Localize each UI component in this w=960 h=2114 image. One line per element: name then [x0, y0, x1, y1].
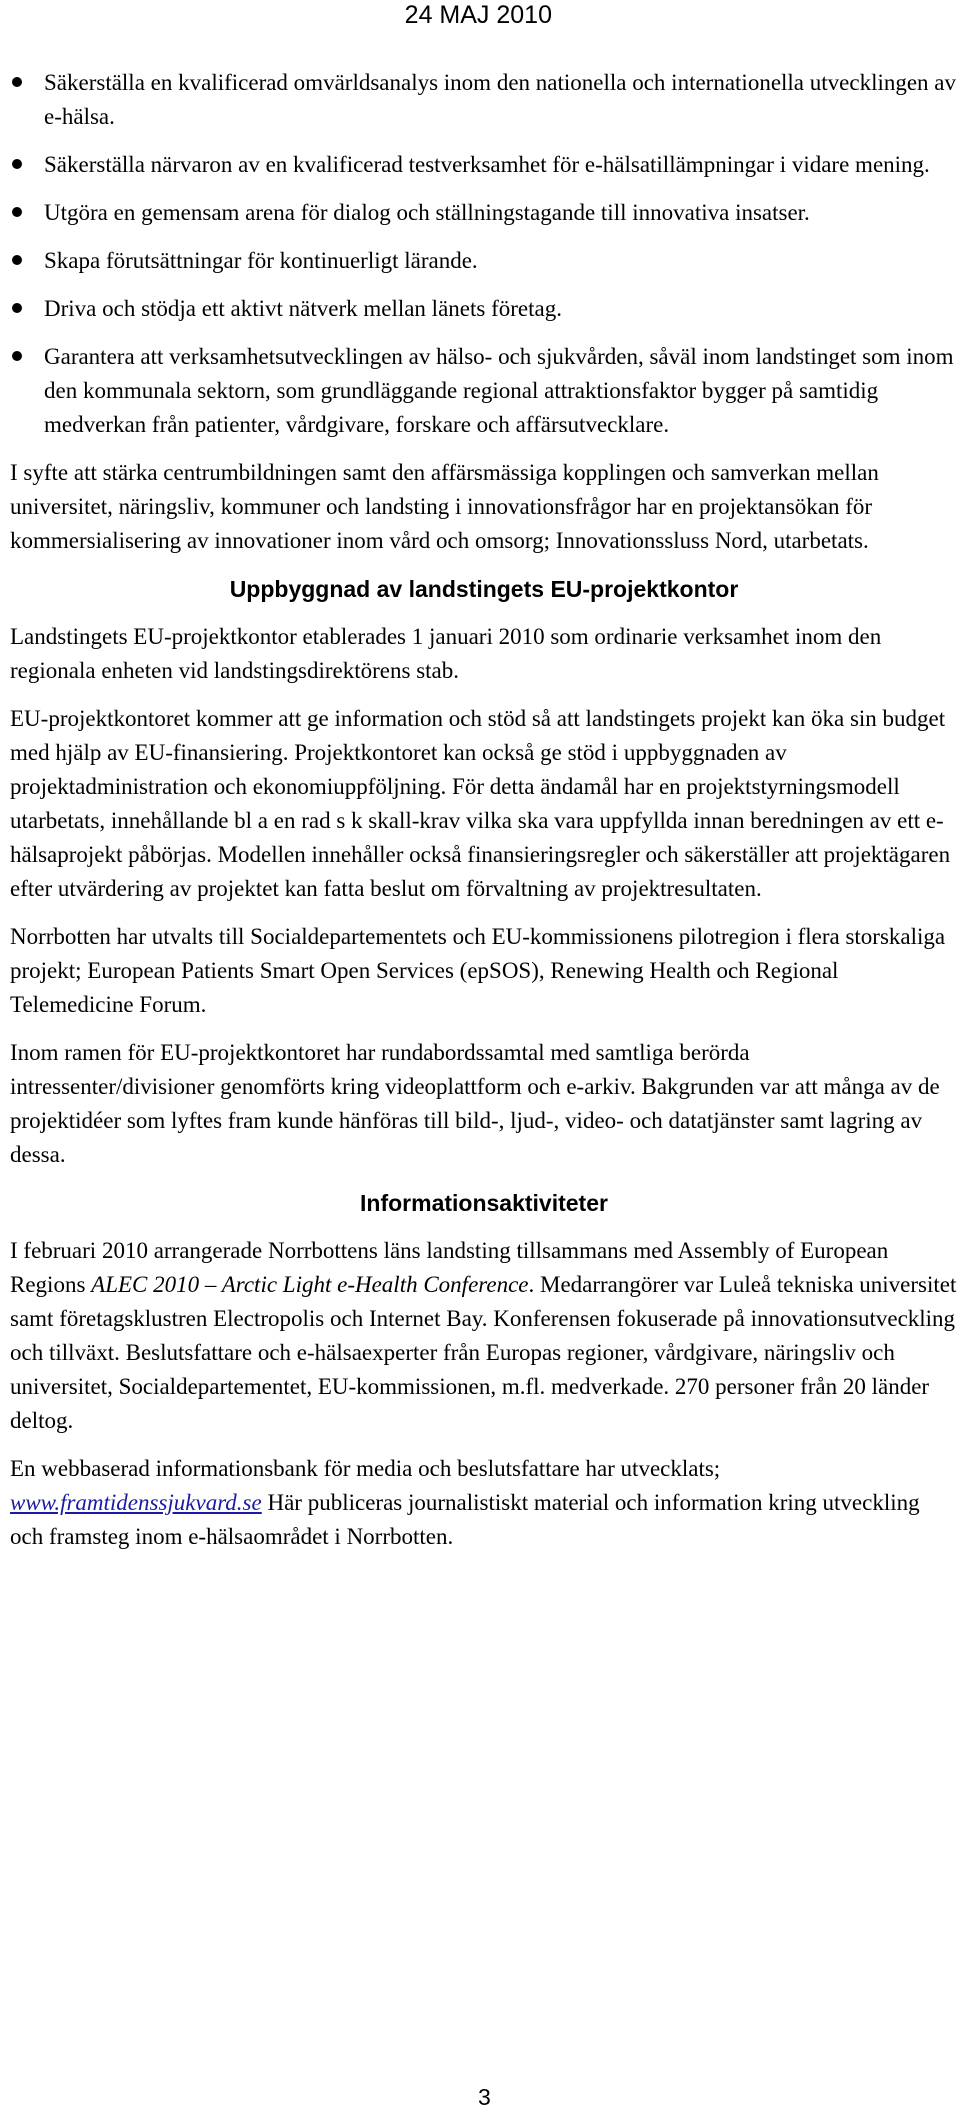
intro-paragraph: I syfte att stärka centrumbildningen samt den affärsmässiga kopplingen och samverkan mellan universitet, näringsliv, kommuner och landsting i innovationsfrågor har en projektansökan för kommersialisering av innovationer inom vård och omsorg; Innovationssluss Nord, utarbetats.: [10, 460, 879, 553]
conference-text-before: I februari 2010 arrangerade Norrbottens läns landsting tillsammans med Assembly of European Regions: [10, 1238, 889, 1297]
paragraph: Landstingets EU-projektkontor etablerades 1 januari 2010 som ordinarie verksamhet inom den regionala enheten vid landstingsdirektörens stab.: [10, 624, 882, 683]
conference-name: ALEC 2010 – Arctic Light e-Health Conference: [91, 1272, 529, 1297]
website-link[interactable]: www.framtidenssjukvard.se: [10, 1490, 262, 1515]
section-heading-information: Informationsaktiviteter: [360, 1190, 608, 1216]
bullet-item: [10, 244, 958, 278]
bullet-text: Skapa förutsättningar för kontinuerligt lärande.: [44, 248, 478, 273]
page-number: 3: [478, 2084, 491, 2110]
bullet-text: Säkerställa närvaron av en kvalificerad testverksamhet för e-hälsatillämpningar i vidare mening.: [44, 152, 930, 177]
bullet-item: [10, 292, 958, 326]
section-heading-eu-office: Uppbyggnad av landstingets EU-projektkontor: [229, 576, 739, 602]
infobank-paragraph: [10, 1452, 958, 1554]
bullet-text: Utgöra en gemensam arena för dialog och ställningstagande till innovativa insatser.: [44, 200, 810, 225]
bullet-item: [10, 196, 958, 230]
page-content: [10, 66, 958, 1568]
bullet-dot-icon: [12, 77, 22, 87]
conference-paragraph: [10, 1234, 958, 1438]
page-header-date: 24 MAJ 2010: [404, 1, 552, 29]
infobank-text-after: Här publiceras journalistiskt material och information kring utveckling och framsteg inom e-hälsaområdet i Norrbotten.: [10, 1490, 920, 1549]
paragraph: Inom ramen för EU-projektkontoret har rundabordssamtal med samtliga berörda intressenter/divisioner genomförts kring videoplattform och e-arkiv. Bakgrunden var att många av de projektidéer som lyftes fram kunde hänföras till bild-, ljud-, video- och datatjänster samt lagring av dessa.: [10, 1040, 940, 1167]
bullet-item: [10, 340, 958, 442]
bullet-dot-icon: [12, 351, 22, 361]
bullet-dot-icon: [12, 303, 22, 313]
bullet-text: Driva och stödja ett aktivt nätverk mellan länets företag.: [44, 296, 562, 321]
bullet-dot-icon: [12, 207, 22, 217]
bullet-text: Säkerställa en kvalificerad omvärldsanalys inom den nationella och internationella utvecklingen av e-hälsa.: [44, 70, 957, 129]
paragraph: Norrbotten har utvalts till Socialdepartementets och EU-kommissionens pilotregion i flera storskaliga projekt; European Patients Smart Open Services (epSOS), Renewing Health och Regional Telemedicine Forum.: [10, 924, 946, 1017]
bullet-item: [10, 66, 958, 134]
infobank-text-before: En webbaserad informationsbank för media och beslutsfattare har utvecklats;: [10, 1456, 721, 1481]
bullet-text: Garantera att verksamhetsutvecklingen av hälso- och sjukvården, såväl inom landstinget som inom den kommunala sektorn, som grundläggande regional attraktionsfaktor bygger på samtidig medverkan från patienter, vårdgivare, forskare och affärsutvecklare.: [44, 344, 954, 437]
goals-bullet-list: [10, 66, 958, 442]
conference-text-after: . Medarrangörer var Luleå tekniska universitet samt företagsklustren Electropolis och Internet Bay. Konferensen fokuserade på innovationsutveckling och tillväxt. Beslutsfattare och e-hälsaexperter från Europas regioner, vårdgivare, näringsliv och universitet, Socialdepartementet, EU-kommissionen, m.fl. medverkade. 270 personer från 20 länder deltog.: [10, 1272, 957, 1433]
bullet-item: [10, 148, 958, 182]
bullet-dot-icon: [12, 159, 22, 169]
bullet-dot-icon: [12, 255, 22, 265]
paragraph: EU-projektkontoret kommer att ge information och stöd så att landstingets projekt kan öka sin budget med hjälp av EU-finansiering. Projektkontoret kan också ge stöd i uppbyggnaden av projektadministration och ekonomiuppföljning. För detta ändamål har en projektstyrningsmodell utarbetats, innehållande bl a en rad s k skall-krav vilka ska vara uppfyllda innan beredningen av ett e-hälsaprojekt påbörjas. Modellen innehåller också finansieringsregler och säkerställer att projektägaren efter utvärdering av projektet kan fatta beslut om förvaltning av projektresultaten.: [10, 706, 951, 901]
